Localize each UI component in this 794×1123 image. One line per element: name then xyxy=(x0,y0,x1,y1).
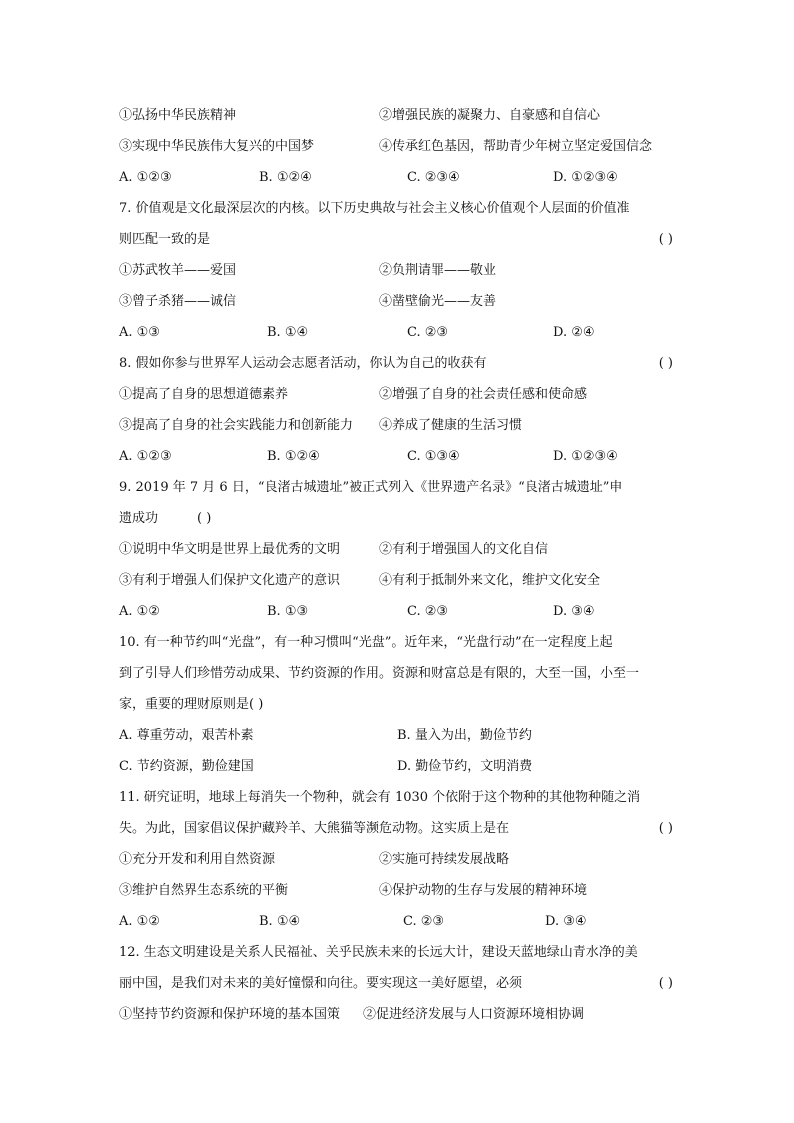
q6-option-d[interactable]: D. ①②③④ xyxy=(553,170,618,185)
q7-option-d[interactable]: D. ②④ xyxy=(553,325,595,340)
q8-statement-1: ①提高了自身的思想道德素养 xyxy=(119,387,289,402)
q6-statement-4: ④传承红色基因，帮助青少年树立坚定爱国信念 xyxy=(379,139,653,154)
q7-statement-2: ②负荆请罪——敬业 xyxy=(379,263,497,278)
q6-row-1 xyxy=(119,100,679,131)
q11-statement-4: ④保护动物的生存与发展的精神环境 xyxy=(379,883,588,898)
q8-stem-line-1 xyxy=(119,348,679,379)
q6-options xyxy=(119,162,679,193)
q11-statement-3: ③维护自然界生态系统的平衡 xyxy=(119,883,289,898)
q9-row-1 xyxy=(119,534,679,565)
q10-options-row-2 xyxy=(119,751,679,782)
q11-stem-text-2: 失。为此，国家倡议保护藏羚羊、大熊猫等濒危动物。这实质上是在 xyxy=(119,821,510,836)
q7-stem-line-2 xyxy=(119,224,679,255)
q9-option-a[interactable]: A. ①② xyxy=(119,604,160,619)
q8-option-a[interactable]: A. ①②③ xyxy=(119,449,172,464)
q7-stem-text-1: 7. 价值观是文化最深层次的内核。以下历史典故与社会主义核心价值观个人层面的价值准 xyxy=(119,201,630,216)
q11-option-c[interactable]: C. ②③ xyxy=(403,914,445,929)
q6-option-b[interactable]: B. ①②④ xyxy=(259,170,312,185)
q12-row-1 xyxy=(119,999,679,1030)
q8-options xyxy=(119,441,679,472)
q7-option-b[interactable]: B. ①④ xyxy=(267,325,309,340)
q8-statement-4: ④养成了健康的生活习惯 xyxy=(379,418,523,433)
q7-stem-text-2: 则匹配一致的是 xyxy=(119,232,211,247)
q7-statement-1: ①苏武牧羊——爱国 xyxy=(119,263,237,278)
q10-option-a[interactable]: A. 尊重劳动，艰苦朴素 xyxy=(119,728,254,743)
q9-option-c[interactable]: C. ②③ xyxy=(407,604,449,619)
q7-row-2 xyxy=(119,286,679,317)
q8-option-d[interactable]: D. ①②③④ xyxy=(553,449,618,464)
q8-statement-3: ③提高了自身的社会实践能力和创新能力 xyxy=(119,418,354,433)
q11-answer-bracket[interactable]: ( ) xyxy=(658,821,673,836)
q11-option-a[interactable]: A. ①② xyxy=(119,914,160,929)
q11-stem-text-1: 11. 研究证明，地球上每消失一个物种，就会有 1030 个依附于这个物种的其他物种随之消 xyxy=(119,790,641,805)
q8-option-c[interactable]: C. ①③④ xyxy=(407,449,460,464)
q6-option-c[interactable]: C. ②③④ xyxy=(407,170,460,185)
q10-option-d[interactable]: D. 勤俭节约，文明消费 xyxy=(397,759,533,774)
q7-option-a[interactable]: A. ①③ xyxy=(119,325,160,340)
exam-page xyxy=(119,100,679,1030)
q10-option-b[interactable]: B. 量入为出，勤俭节约 xyxy=(397,728,532,743)
q6-statement-3: ③实现中华民族伟大复兴的中国梦 xyxy=(119,139,315,154)
q7-stem-line-1 xyxy=(119,193,679,224)
q6-option-a[interactable]: A. ①②③ xyxy=(119,170,172,185)
q6-statement-1: ①弘扬中华民族精神 xyxy=(119,108,237,123)
q9-option-d[interactable]: D. ③④ xyxy=(553,604,595,619)
q11-stem-line-1 xyxy=(119,782,679,813)
q7-options xyxy=(119,317,679,348)
q10-stem-line-2 xyxy=(119,658,679,689)
q9-options xyxy=(119,596,679,627)
q12-stem-line-2 xyxy=(119,968,679,999)
q9-stem-line-2 xyxy=(119,503,679,534)
q9-stem-text-1: 9. 2019 年 7 月 6 日，“良渚古城遗址”被正式列入《世界遗产名录》“良渚古城遗址”申 xyxy=(119,480,623,495)
q11-row-2 xyxy=(119,875,679,906)
q11-options xyxy=(119,906,679,937)
q8-row-2 xyxy=(119,410,679,441)
q12-stem-line-1 xyxy=(119,937,679,968)
q11-row-1 xyxy=(119,844,679,875)
q12-stem-text-2: 丽中国，是我们对未来的美好憧憬和向往。要实现这一美好愿望，必须 xyxy=(119,976,523,991)
q8-statement-2: ②增强了自身的社会责任感和使命感 xyxy=(379,387,588,402)
q12-statement-2: ②促进经济发展与人口资源环境相协调 xyxy=(363,1007,585,1022)
q8-answer-bracket[interactable]: ( ) xyxy=(658,356,673,371)
q9-statement-3: ③有利于增强人们保护文化遗产的意识 xyxy=(119,573,341,588)
q9-statement-1: ①说明中华文明是世界上最优秀的文明 xyxy=(119,542,341,557)
q9-statement-4: ④有利于抵制外来文化，维护文化安全 xyxy=(379,573,601,588)
q12-stem-text-1: 12. 生态文明建设是关系人民福祉、关乎民族未来的长远大计，建设天蓝地绿山青水净的美 xyxy=(119,945,638,960)
q11-statement-2: ②实施可持续发展战略 xyxy=(379,852,510,867)
q10-stem-text-2: 到了引导人们珍惜劳动成果、节约资源的作用。资源和财富总是有限的，大至一国，小至一 xyxy=(119,666,640,681)
q12-statement-1: ①坚持节约资源和保护环境的基本国策 xyxy=(119,1007,341,1022)
q10-stem-text-3: 家，重要的理财原则是( ) xyxy=(119,697,264,712)
q7-row-1 xyxy=(119,255,679,286)
q11-option-d[interactable]: D. ③④ xyxy=(545,914,587,929)
q12-answer-bracket[interactable]: ( ) xyxy=(658,976,673,991)
q9-stem-line-1 xyxy=(119,472,679,503)
q10-stem-text-1: 10. 有一种节约叫“光盘”，有一种习惯叫“光盘”。近年来，“光盘行动”在一定程度上起 xyxy=(119,635,613,650)
q8-option-b[interactable]: B. ①②④ xyxy=(267,449,320,464)
q9-row-2 xyxy=(119,565,679,596)
q7-option-c[interactable]: C. ②③ xyxy=(407,325,449,340)
q9-stem-text-2: 遗成功 xyxy=(119,511,159,526)
q7-statement-4: ④凿壁偷光——友善 xyxy=(379,294,497,309)
q10-stem-line-1 xyxy=(119,627,679,658)
q6-row-2 xyxy=(119,131,679,162)
q11-statement-1: ①充分开发和利用自然资源 xyxy=(119,852,276,867)
q9-answer-bracket[interactable]: ( ) xyxy=(197,511,212,526)
q9-option-b[interactable]: B. ①③ xyxy=(267,604,309,619)
q10-stem-line-3 xyxy=(119,689,679,720)
q10-option-c[interactable]: C. 节约资源，勤俭建国 xyxy=(119,759,254,774)
q8-stem-text-1: 8. 假如你参与世界军人运动会志愿者活动，你认为自己的收获有 xyxy=(119,356,487,371)
q7-answer-bracket[interactable]: ( ) xyxy=(658,232,673,247)
q8-row-1 xyxy=(119,379,679,410)
q6-statement-2: ②增强民族的凝聚力、自豪感和自信心 xyxy=(379,108,601,123)
q11-option-b[interactable]: B. ①④ xyxy=(259,914,301,929)
q7-statement-3: ③曾子杀猪——诚信 xyxy=(119,294,237,309)
q10-options-row-1 xyxy=(119,720,679,751)
q9-statement-2: ②有利于增强国人的文化自信 xyxy=(379,542,549,557)
q11-stem-line-2 xyxy=(119,813,679,844)
